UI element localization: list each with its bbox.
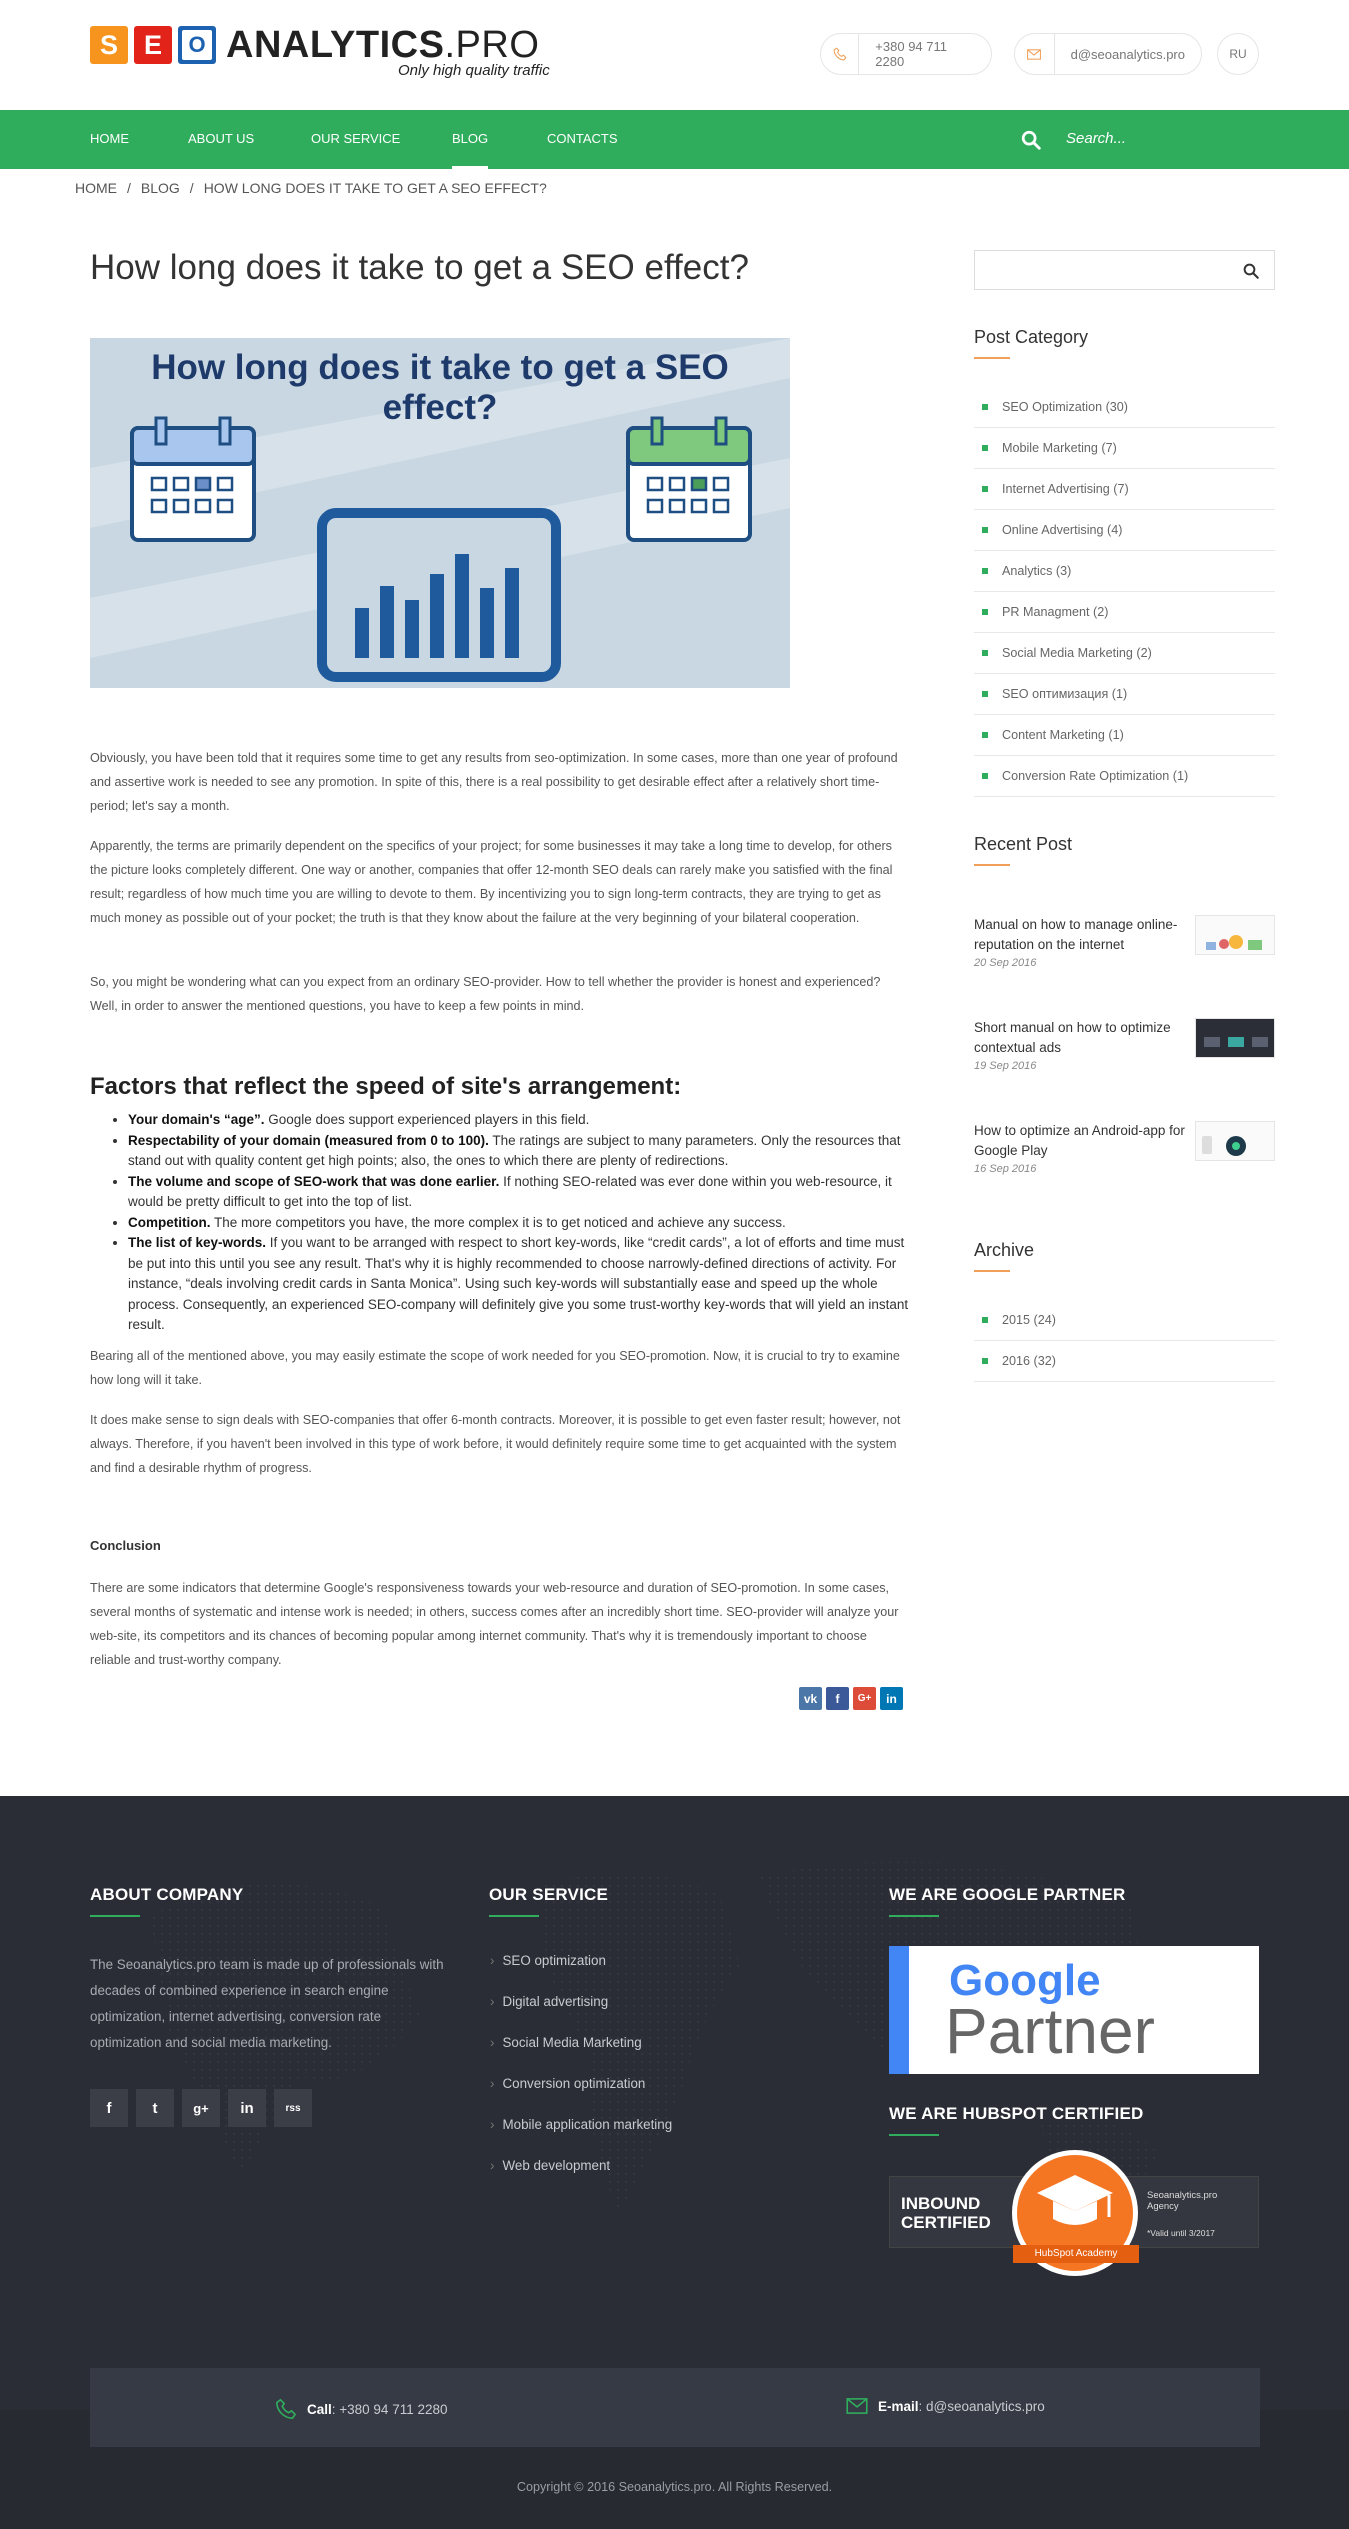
post-paragraph: Bearing all of the mentioned above, you may easily estimate the scope of work needed for you SEO-promotion. Now, it is crucial to try to examine how long will it take. — [90, 1349, 900, 1387]
breadcrumb-blog[interactable]: BLOG — [140, 180, 180, 196]
googleplus-icon[interactable]: g+ — [182, 2089, 220, 2127]
site-logo[interactable] — [90, 25, 539, 65]
archive-item[interactable]: 2016 (32) — [974, 1341, 1275, 1382]
logo-letter-o — [178, 26, 216, 64]
category-item[interactable]: PR Managment (2) — [974, 592, 1275, 633]
hero-title: How long does it take to get a SEO effect? — [151, 348, 729, 427]
phone-icon — [821, 34, 859, 74]
footer-service-link[interactable]: › Conversion optimization — [490, 2076, 645, 2091]
breadcrumb — [75, 180, 547, 196]
share-linkedin-button[interactable]: in — [880, 1687, 903, 1710]
category-item[interactable]: Internet Advertising (7) — [974, 469, 1275, 510]
category-item[interactable]: SEO оптимизация (1) — [974, 674, 1275, 715]
hub-valid-text: *Valid until 3/2017 — [1147, 2228, 1215, 2238]
breadcrumb-current: HOW LONG DOES IT TAKE TO GET A SEO EFFECT? — [203, 180, 547, 196]
category-item[interactable]: Content Marketing (1) — [974, 715, 1275, 756]
category-item[interactable]: SEO Optimization (30) — [974, 387, 1275, 428]
breadcrumb-sep: / — [127, 180, 131, 196]
logo-wordmark: ANALYTICS.PRO — [226, 23, 540, 66]
language-switch[interactable]: RU — [1217, 33, 1259, 75]
breadcrumb-sep: / — [189, 180, 194, 196]
hub-inbound-label: INBOUND CERTIFIED — [901, 2194, 991, 2232]
footer-service-link[interactable]: › Social Media Marketing — [490, 2035, 642, 2050]
main-nav — [0, 110, 1349, 169]
rss-icon[interactable]: rss — [274, 2089, 312, 2127]
nav-blog[interactable]: BLOG — [452, 131, 489, 146]
search-icon[interactable] — [1242, 262, 1260, 280]
archive-item[interactable]: 2015 (24) — [974, 1300, 1275, 1341]
header-phone[interactable]: +380 94 711 2280 — [820, 33, 992, 75]
share-googleplus-button[interactable]: G+ — [853, 1687, 876, 1710]
recent-post-date: 16 Sep 2016 — [974, 1163, 1037, 1175]
list-item: • The volume and scope of SEO-work that was done earlier. If nothing SEO-related was ever done within you web-resource, it would be pretty difficult to get into the top of list. — [128, 1172, 910, 1213]
footer-service-heading: OUR SERVICE — [489, 1885, 609, 1904]
nav-our-service[interactable]: OUR SERVICE — [311, 131, 401, 146]
factors-heading: Factors that reflect the speed of site's arrangement: — [90, 1073, 682, 1100]
sidebar-search-input[interactable] — [974, 250, 1275, 290]
list-item: • The list of key-words. If you want to be arranged with respect to short key-words, like “credit cards”, a lot of efforts and time must be put into this until you see any result. That's why it is highly recommended to choose narrowly-defined directions of activity. For instance, “deals involving credit cards in Santa Monica”. Using such key-words will substantially ease and speed up the whole process. Consequently, an experienced SEO-company will definitely give you some trust-worthy key-words that will yield an instant result. — [128, 1233, 910, 1336]
recent-post-thumbnail[interactable] — [1195, 1018, 1275, 1058]
category-item[interactable]: Analytics (3) — [974, 551, 1275, 592]
recent-post-date: 19 Sep 2016 — [974, 1060, 1037, 1072]
list-item: • Your domain's “age”. Google does support experienced players in this field. — [128, 1110, 910, 1131]
partner-wordmark: Partner — [945, 1995, 1155, 2067]
footer-about-text: The Seoanalytics.pro team is made up of professionals with decades of combined experience in search engine optimization, internet advertising, conversion rate optimization and social media marketing. — [90, 1957, 444, 2050]
post-paragraph: It does make sense to sign deals with SEO-companies that offer 6-month contracts. Moreover, it is possible to get even faster result; however, not always. Therefore, if you haven't been involved in this type of work before, it would definitely require some time to get acquainted with the system and find a desirable rhythm of progress. — [90, 1413, 901, 1475]
post-paragraph: So, you might be wondering what can you expect from an ordinary SEO-provider. How to tell whether the provider is honest and experienced? Well, in order to answer the mentioned questions, you have to keep a few points in mind. — [90, 975, 881, 1013]
factors-list — [90, 1110, 910, 1336]
category-item[interactable]: Mobile Marketing (7) — [974, 428, 1275, 469]
category-item[interactable]: Online Advertising (4) — [974, 510, 1275, 551]
phone-icon — [275, 2398, 297, 2420]
list-item: • Respectability of your domain (measured from 0 to 100). The ratings are subject to many parameters. Only the resources that stand out with quality content get high points; also, the ones to which there are plenty of redirections. — [128, 1131, 910, 1172]
page-title: How long does it take to get a SEO effect? — [90, 248, 749, 287]
footer-call[interactable]: Call: +380 94 711 2280 — [275, 2398, 448, 2420]
share-facebook-button[interactable]: f — [826, 1687, 849, 1710]
recent-post-title[interactable]: How to optimize an Android-app for Google Play — [974, 1123, 1185, 1158]
footer-hubspot-heading: WE ARE HUBSPOT CERTIFIED — [889, 2104, 1144, 2123]
linkedin-icon[interactable]: in — [228, 2089, 266, 2127]
facebook-icon[interactable]: f — [90, 2089, 128, 2127]
category-heading: Post Category — [974, 327, 1089, 347]
top-header — [0, 0, 1349, 110]
post-paragraph: Apparently, the terms are primarily dependent on the specifics of your project; for some businesses it may take a long time to develop, for others the picture looks completely different. One way or another, companies that offer 12-month SEO deals can rarely make you satisfied with the final result; regardless of how much time you are willing to devote to them. By incentivizing you to sign long-term contracts, they are trying to get as much money as possible out of your pocket; the truth is that they know about the failure at the very beginning of your bilateral cooperation. — [90, 839, 893, 925]
post-paragraph: Obviously, you have been told that it requires some time to get any results from seo-optimization. In some cases, more than one year of profound and assertive work is needed to see any promotion. In spite of this, there is a real possibility to get desirable effect after a relatively short time-period; let's say a month. — [90, 751, 898, 813]
nav-home[interactable]: HOME — [90, 131, 129, 146]
twitter-icon[interactable]: t — [136, 2089, 174, 2127]
recent-post-title[interactable]: Short manual on how to optimize contextual ads — [974, 1020, 1171, 1055]
footer-email[interactable]: E-mail: d@seoanalytics.pro — [846, 2398, 1045, 2414]
logo-letter-s: S — [90, 26, 128, 64]
nav-search-input[interactable]: Search... — [1066, 130, 1127, 147]
recent-post-thumbnail[interactable] — [1195, 915, 1275, 955]
footer-service-link[interactable]: › Web development — [490, 2158, 610, 2173]
envelope-icon — [1015, 34, 1055, 74]
search-icon[interactable] — [1020, 129, 1042, 151]
logo-letter-e: E — [134, 26, 172, 64]
footer-google-heading: WE ARE GOOGLE PARTNER — [889, 1885, 1126, 1904]
post-paragraph: There are some indicators that determine Google's responsiveness towards your web-resource and duration of SEO-promotion. In some cases, several months of systematic and intense work is needed; in others, success comes after an incredibly short time. SEO-provider will analyze your web-site, its competitors and its chances of becoming popular among internet community. That's why it is tremendously important to choose reliable and trust-worthy company. — [90, 1581, 899, 1667]
google-wordmark: Google — [949, 1956, 1101, 2005]
archive-heading: Archive — [974, 1240, 1035, 1260]
hubspot-certified-badge[interactable] — [889, 2150, 1259, 2275]
envelope-icon — [846, 2398, 868, 2414]
breadcrumb-home[interactable]: HOME — [75, 180, 117, 196]
category-item[interactable]: Conversion Rate Optimization (1) — [974, 756, 1275, 797]
nav-about-us[interactable]: ABOUT US — [188, 131, 255, 146]
recent-post-thumbnail[interactable] — [1195, 1121, 1275, 1161]
recent-post-date: 20 Sep 2016 — [974, 957, 1037, 969]
footer-contact-bar — [90, 2368, 1260, 2447]
footer-service-link[interactable]: › SEO optimization — [490, 1953, 606, 1968]
footer-service-link[interactable]: › Mobile application marketing — [490, 2117, 672, 2132]
nav-contacts[interactable]: CONTACTS — [547, 131, 618, 146]
header-email[interactable]: d@seoanalytics.pro — [1014, 33, 1202, 75]
conclusion-heading: Conclusion — [90, 1538, 161, 1553]
category-item[interactable]: Social Media Marketing (2) — [974, 633, 1275, 674]
google-partner-badge[interactable] — [889, 1946, 1259, 2074]
hub-seal — [1012, 2150, 1138, 2276]
hub-academy-ribbon: HubSpot Academy — [1013, 2245, 1139, 2263]
recent-heading: Recent Post — [974, 834, 1073, 854]
copyright: Copyright © 2016 Seoanalytics.pro. All Rights Reserved. — [516, 2480, 833, 2494]
share-vk-button[interactable]: vk — [799, 1687, 822, 1710]
hub-agency-text: Seoanalytics.pro Agency — [1147, 2190, 1218, 2212]
list-item: • Competition. The more competitors you have, the more complex it is to get noticed and achieve any success. — [128, 1213, 910, 1234]
logo-tagline: Only high quality traffic — [398, 62, 550, 79]
footer-service-link[interactable]: › Digital advertising — [490, 1994, 608, 2009]
hero-image — [90, 338, 790, 688]
footer-about-heading: ABOUT COMPANY — [90, 1885, 244, 1904]
recent-post-title[interactable]: Manual on how to manage online-reputation on the internet — [974, 917, 1178, 952]
